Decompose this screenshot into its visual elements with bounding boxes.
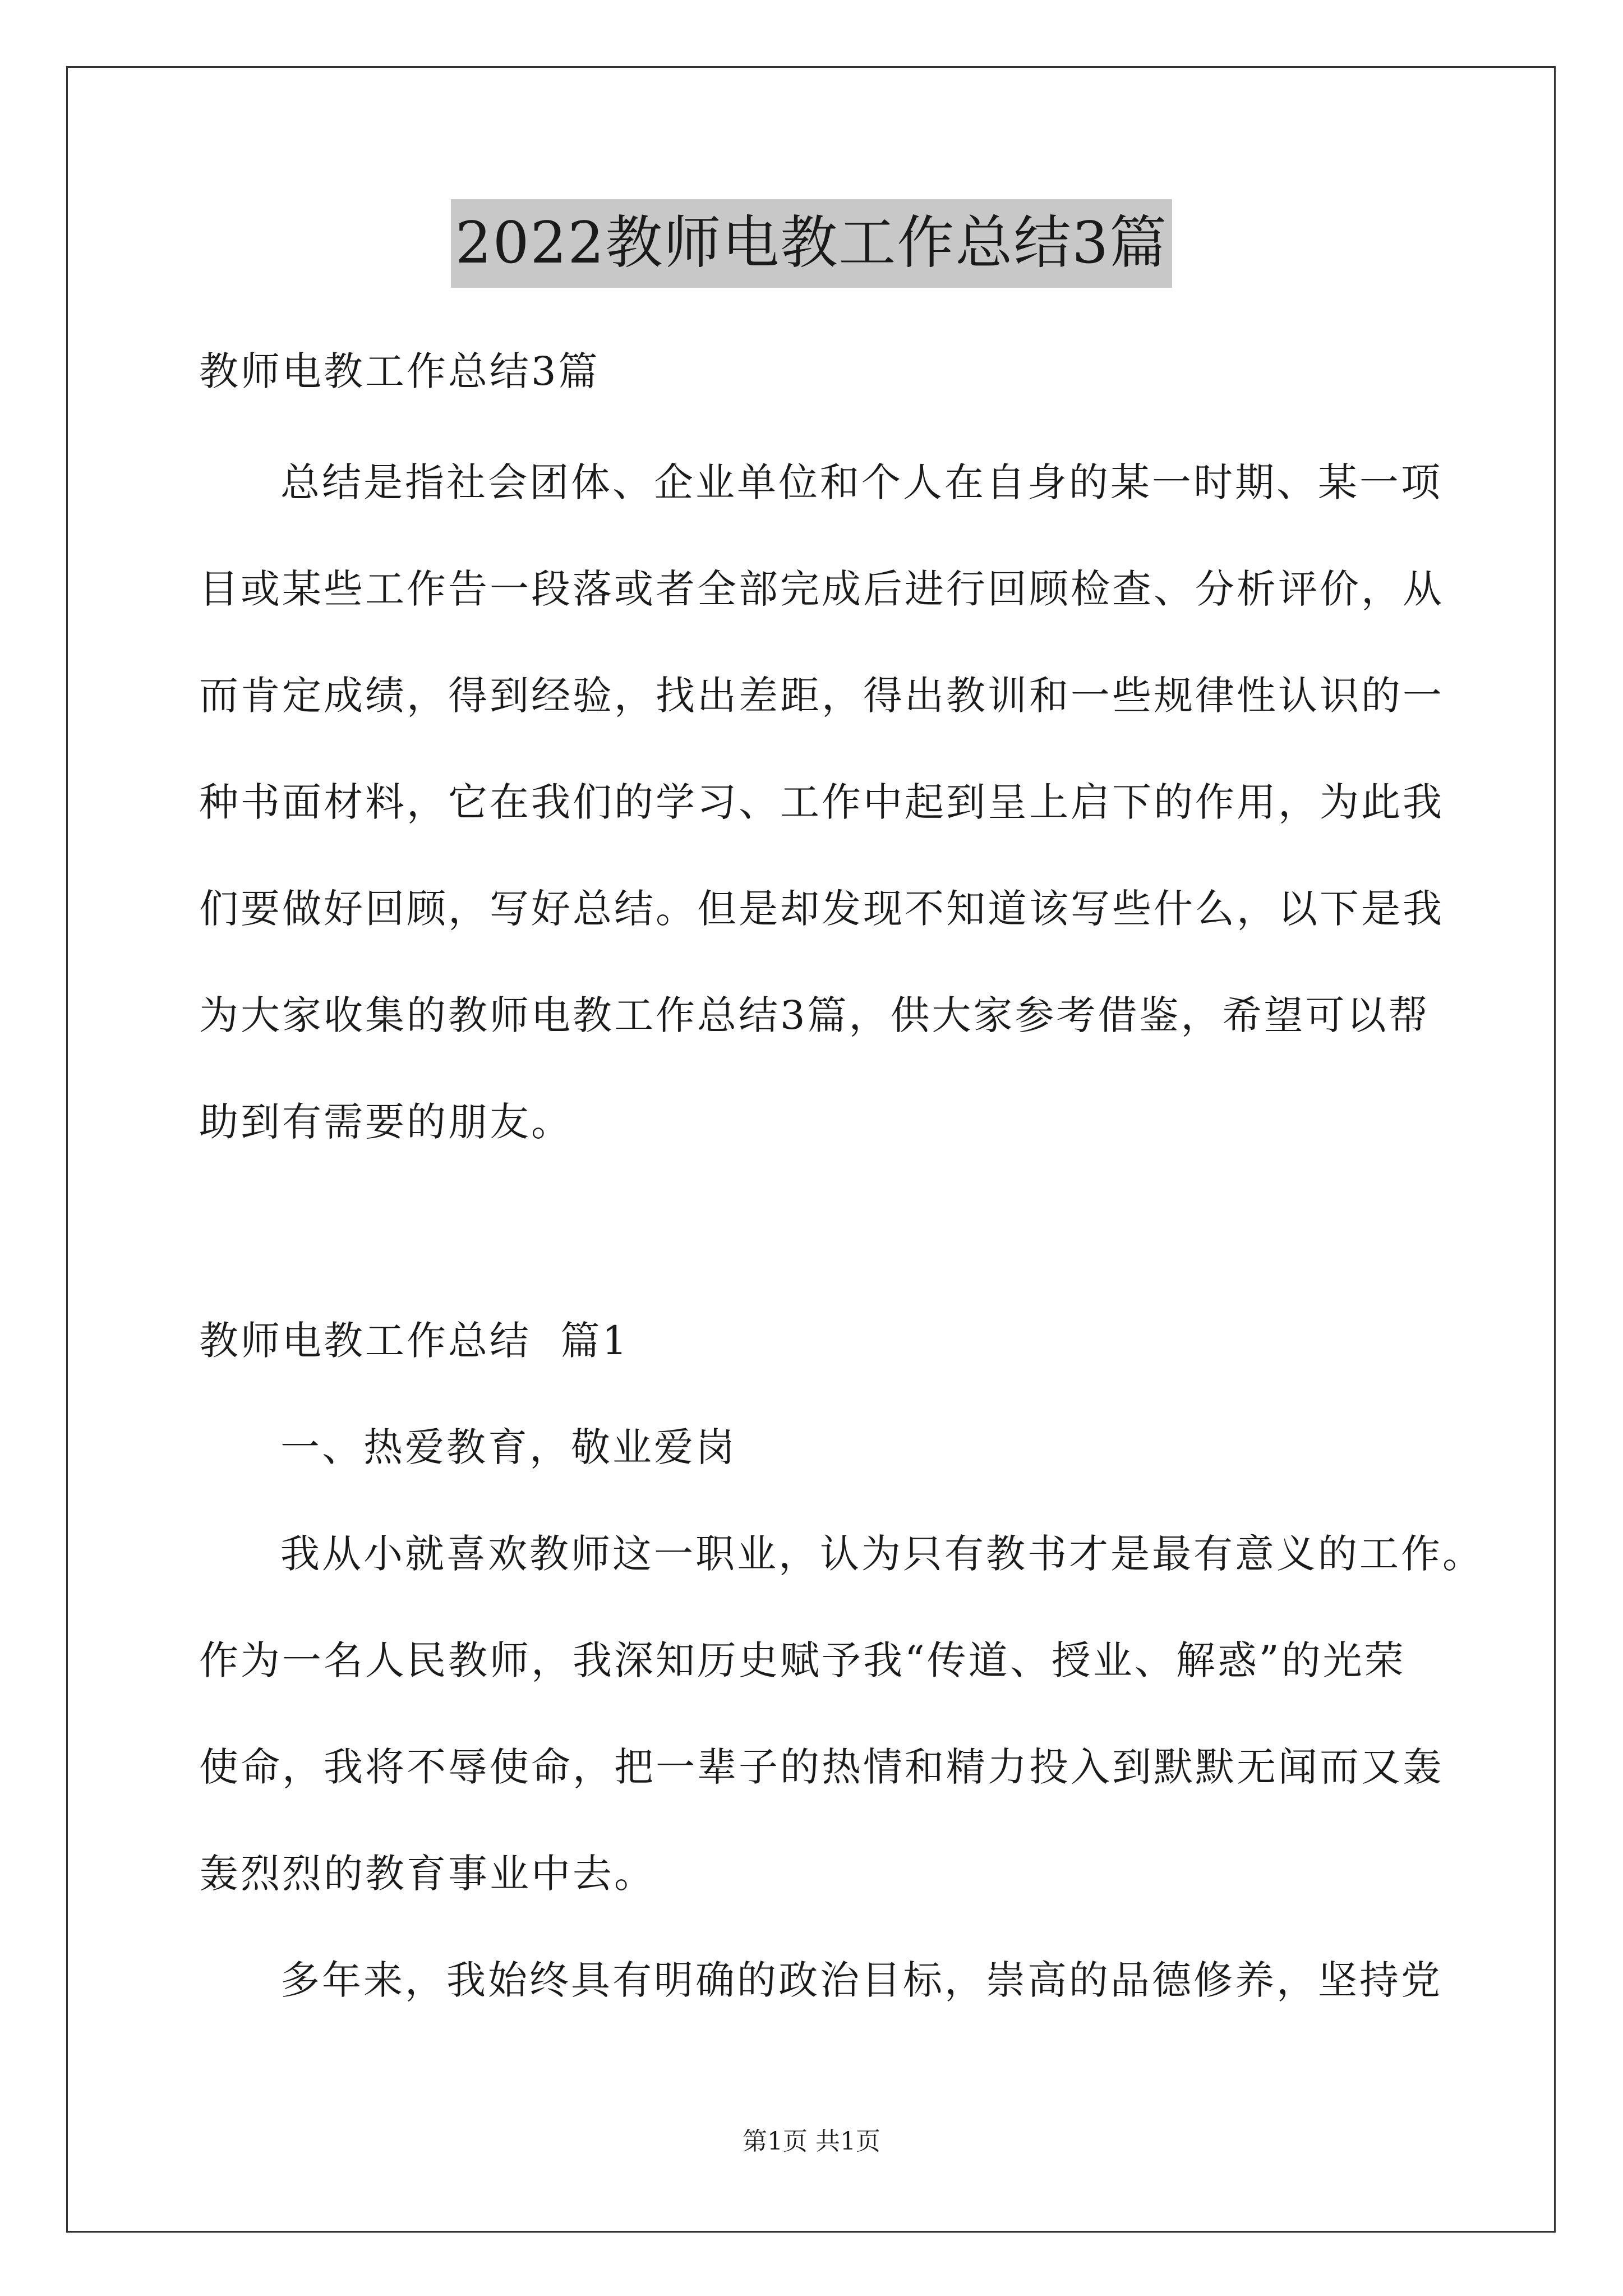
intro-line-1: 总结是指社会团体、企业单位和个人在自身的某一时期、某一项: [280, 459, 1442, 505]
document-title: 2022教师电教工作总结3篇: [451, 199, 1172, 288]
para2-line-1: 多年来，我始终具有明确的政治目标，崇高的品德修养，坚持党: [280, 1957, 1442, 2003]
point-heading: 一、热爱教育，敬业爱岗: [280, 1424, 737, 1470]
intro-line-7: 助到有需要的朋友。: [199, 1099, 573, 1145]
intro-line-5: 们要做好回顾，写好总结。但是却发现不知道该写些什么，以下是我: [199, 886, 1444, 932]
intro-line-4: 种书面材料，它在我们的学习、工作中起到呈上启下的作用，为此我: [199, 779, 1444, 825]
page-footer: 第1页 共1页: [743, 2127, 880, 2156]
intro-line-6: 为大家收集的教师电教工作总结3篇，供大家参考借鉴，希望可以帮: [199, 992, 1430, 1038]
intro-line-3: 而肯定成绩，得到经验，找出差距，得出教训和一些规律性认识的一: [199, 673, 1444, 719]
document-subtitle: 教师电教工作总结3篇: [199, 348, 600, 394]
title-container: [0, 199, 1623, 288]
para1-line-3: 使命，我将不辱使命，把一辈子的热情和精力投入到默默无闻而又轰: [199, 1744, 1444, 1790]
intro-line-2: 目或某些工作告一段落或者全部完成后进行回顾检查、分析评价，从: [199, 566, 1444, 612]
section-heading: 教师电教工作总结 篇1: [199, 1318, 630, 1364]
para1-line-4: 轰烈烈的教育事业中去。: [199, 1851, 656, 1897]
para1-line-2: 作为一名人民教师，我深知历史赋予我“传道、授业、解惑”的光荣: [199, 1637, 1406, 1683]
para1-line-1: 我从小就喜欢教师这一职业，认为只有教书才是最有意义的工作。: [280, 1531, 1484, 1577]
